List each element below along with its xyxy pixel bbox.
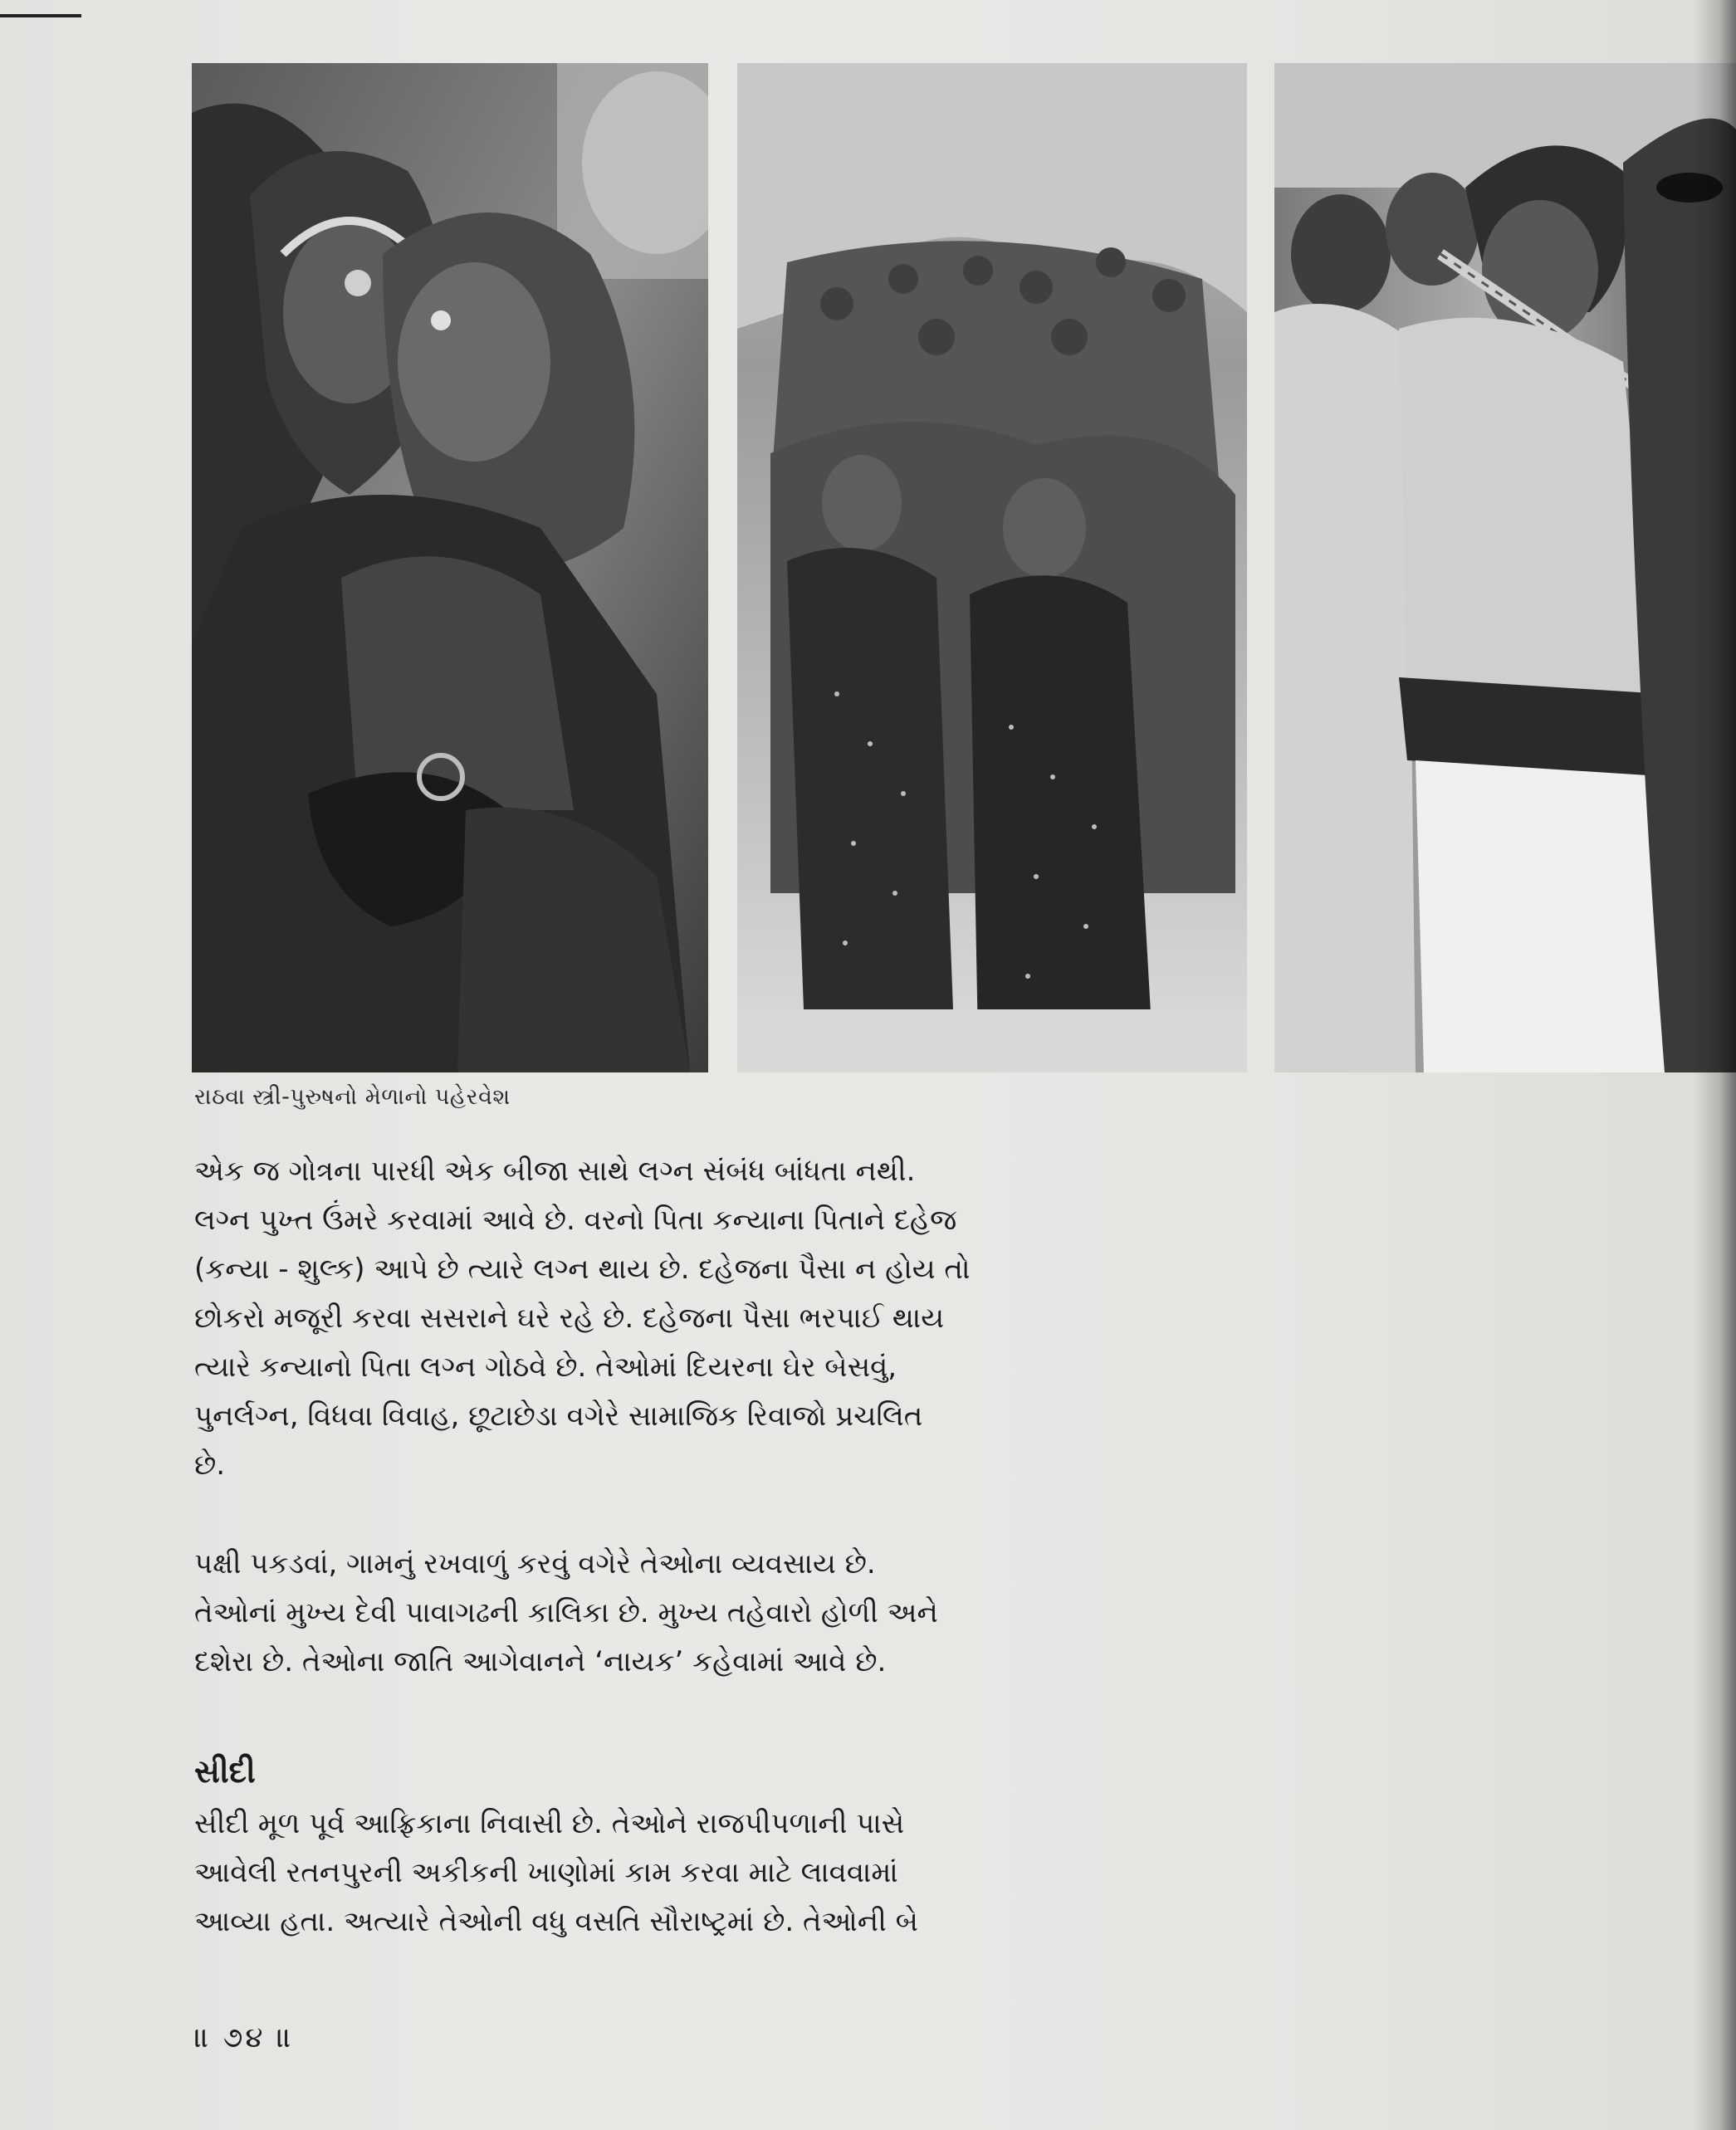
text-line: પક્ષી પકડવાં, ગામનું રખવાળું કરવું વગેરે તેઓના વ્યવસાય છે.	[194, 1547, 876, 1580]
page-number: ॥ ૭૪ ॥	[194, 2021, 295, 2054]
text-line: છે.	[194, 1448, 226, 1482]
text-line: પુનર્લગ્ન, વિધવા વિવાહ, છૂટાછેડા વગેરે સામાજિક રિવાજો પ્રચલિત	[194, 1400, 923, 1433]
text-line: આવેલી રતનપુરની અકીકની ખાણોમાં કામ કરવા માટે લાવવામાં	[194, 1856, 898, 1889]
text-line: ત્યારે કન્યાનો પિતા લગ્ન ગોઠવે છે. તેઓમાં દિયરના ઘેર બેસવું,	[194, 1351, 897, 1384]
text-line: એક જ ગોત્રના પારધી એક બીજા સાથે લગ્ન સંબંધ બાંધતા નથી.	[194, 1155, 916, 1188]
paragraph-occupation	[194, 1540, 1058, 1687]
text-line: આવ્યા હતા. અત્યારે તેઓની વધુ વસતિ સૌરાષ્ટ્રમાં છે. તેઓની બે	[194, 1905, 918, 1938]
text-line: તેઓનાં મુખ્ય દેવી પાવાગઢની કાલિકા છે. મુખ્ય તહેવારો હોળી અને	[194, 1596, 938, 1629]
section-heading-siddi: સીદી	[194, 1753, 256, 1790]
spine-shadow	[1694, 0, 1736, 2130]
photo-procession	[737, 63, 1247, 1072]
text-line: દશેરા છે. તેઓના જાતિ આગેવાનને ‘નાયક’ કહેવામાં આવે છે.	[194, 1645, 887, 1678]
paragraph-marriage-customs	[194, 1147, 1058, 1490]
photo-musicians	[1274, 63, 1736, 1072]
top-rule	[0, 14, 81, 17]
paragraph-siddi-origin	[194, 1800, 1058, 1947]
text-line: (કન્યા - શુલ્ક) આપે છે ત્યારે લગ્ન થાય છે. દહેજના પૈસા ન હોય તો	[194, 1253, 971, 1286]
photo-rathva-women	[192, 63, 708, 1072]
text-line: સીદી મૂળ પૂર્વ આફ્રિકાના નિવાસી છે. તેઓને રાજપીપળાની પાસે	[194, 1807, 905, 1840]
photo-caption: રાઠવા સ્ત્રી-પુરુષનો મેળાનો પહેરવેશ	[194, 1084, 511, 1110]
text-line: છોકરો મજૂરી કરવા સસરાને ઘરે રહે છે. દહેજના પૈસા ભરપાઈ થાય	[194, 1302, 945, 1335]
text-line: લગ્ન પુખ્ત ઉંમરે કરવામાં આવે છે. વરનો પિતા કન્યાના પિતાને દહેજ	[194, 1204, 957, 1237]
